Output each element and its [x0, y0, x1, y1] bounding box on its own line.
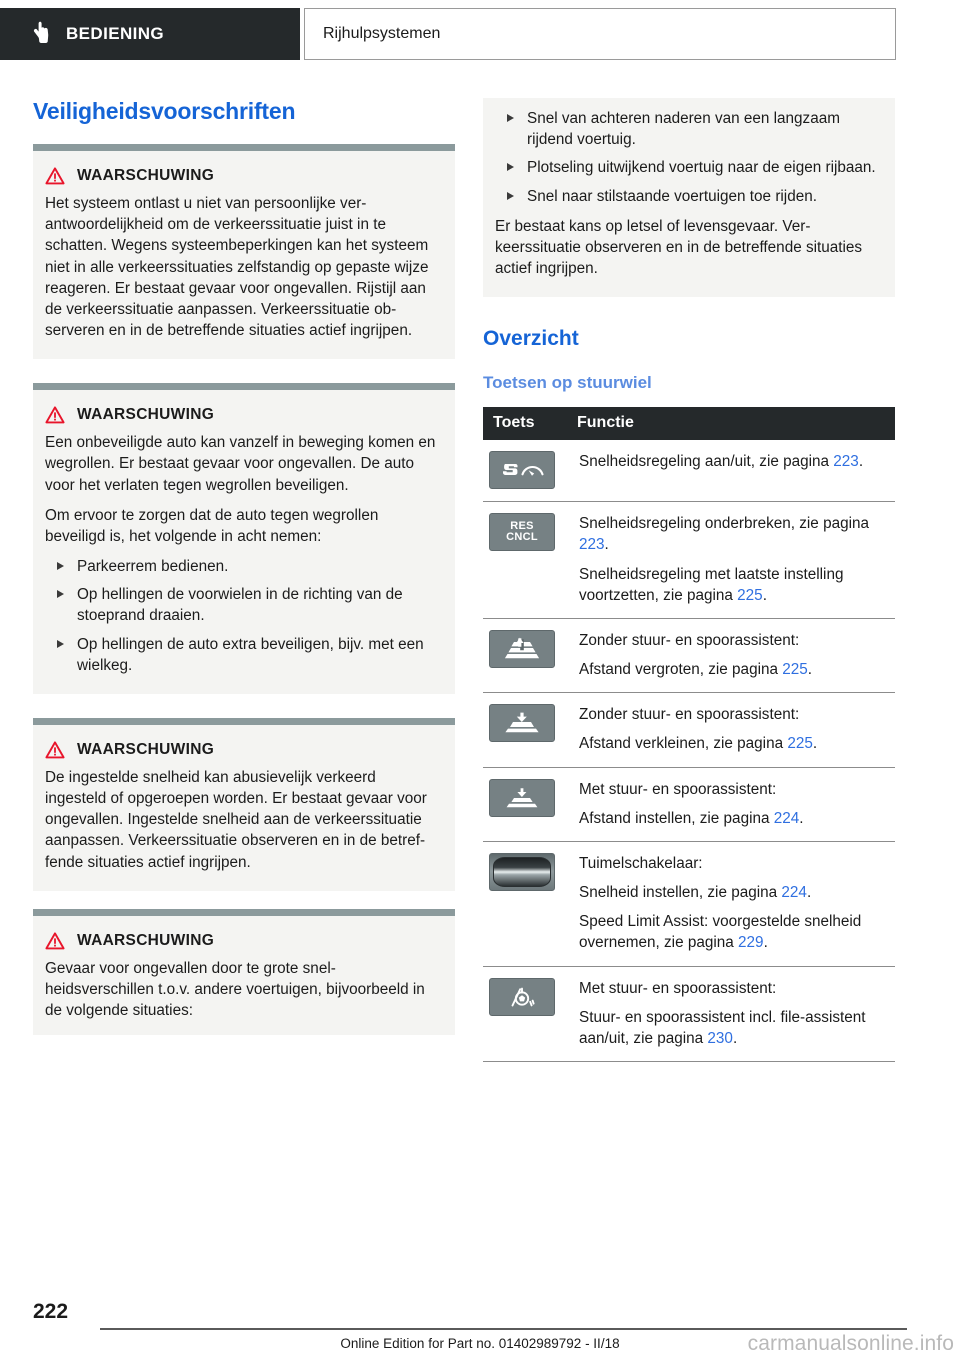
warning-paragraph: Om ervoor te zorgen dat de auto tegen wegrollen beveiligd is, het volgende in acht nemen: [45, 506, 379, 545]
page-ref[interactable]: 223 [833, 453, 859, 471]
table-row [483, 841, 895, 966]
page-ref[interactable]: 225 [787, 735, 813, 753]
table-row [483, 502, 895, 619]
page-ref[interactable]: 224 [781, 884, 807, 902]
function-text: Met stuur- en spoorassistent: [579, 979, 777, 997]
function-text: Stuur- en spoorassistent incl. file-assistent aan/uit, zie pagina 230. [579, 1008, 866, 1047]
warning-triangle-icon [45, 167, 65, 185]
cruise-control-car-icon[interactable] [489, 451, 555, 489]
warning-block-2 [33, 383, 455, 694]
list-item [495, 108, 879, 150]
table-row [483, 966, 895, 1062]
page-ref[interactable]: 230 [707, 1029, 733, 1047]
table-row [483, 693, 895, 767]
warning-paragraph: Er bestaat kans op letsel of levensgevaar. Verkeerssituatie observeren en in de betreffende situaties actief ingrijpen. [495, 217, 863, 278]
function-text: Tuimelschakelaar: [579, 854, 703, 872]
steering-lane-assistant-icon[interactable] [489, 978, 555, 1016]
table-row [483, 767, 895, 841]
function-text: Speed Limit Assist: voorgestelde snelheid overnemen, zie pagina 229. [579, 913, 862, 952]
chapter-tab [0, 8, 300, 60]
res-cncl-button-icon[interactable] [489, 513, 555, 551]
list-item-text: Op hellingen de voorwielen in de richting van de stoeprand draaien. [77, 586, 403, 625]
column-header-key: Toets [483, 407, 567, 440]
warning-label: WAARSCHUWING [77, 740, 215, 758]
function-text: Snelheidsregeling aan/uit, zie pagina 223. [579, 453, 864, 471]
page-title: Veiligheidsvoorschriften [33, 98, 296, 124]
warning-bullet-list [495, 108, 879, 207]
page-ref[interactable]: 229 [738, 934, 764, 952]
section-tab [304, 8, 896, 60]
page-ref[interactable]: 225 [782, 661, 808, 679]
chapter-label: BEDIENING [66, 24, 165, 43]
section-label: Rijhulpsystemen [323, 25, 441, 42]
triangle-bullet-icon [57, 562, 64, 570]
page-header [0, 8, 960, 60]
overview-heading: Overzicht [483, 327, 579, 351]
warning-block-4 [33, 909, 455, 1036]
page-ref[interactable]: 224 [773, 809, 800, 827]
distance-decrease-icon[interactable] [489, 704, 555, 742]
list-item-text: Snel van achteren naderen van een langzaam rijdend voertuig. [527, 110, 840, 149]
page-ref[interactable]: 225 [737, 586, 763, 604]
rocker-switch-body [493, 857, 551, 887]
footer-divider [100, 1328, 907, 1330]
edition-text: Online Edition for Part no. 01402989792 - II/18 [340, 1336, 620, 1351]
page-number: 222 [33, 1300, 69, 1323]
warning-bullet-list [45, 556, 439, 676]
function-text: Zonder stuur- en spoorassistent: [579, 706, 800, 724]
warning-paragraph: De ingestelde snelheid kan abusievelijk verkeerd ingesteld of opgeroepen worden. Er bestaat gevaar voor ongevallen. Ingestelde snelheid aan de verkeerssituatie aanpassen. Verkeerssituatie observeren en in de betreffende situaties actief ingrijpen. [45, 768, 427, 871]
function-text: Afstand vergroten, zie pagina 225. [579, 661, 813, 679]
table-header-row [483, 407, 895, 440]
warning-block-continued [483, 98, 895, 297]
warning-triangle-icon [45, 932, 65, 950]
table-row [483, 440, 895, 502]
triangle-bullet-icon [507, 192, 514, 200]
warning-label: WAARSCHUWING [77, 167, 215, 184]
warning-label: WAARSCHUWING [77, 931, 215, 949]
warning-paragraph: Het systeem ontlast u niet van persoonlijke verantwoordelijkheid om de verkeerssituatie juist in te schatten. Wegens systeembeperkingen kan het systeem niet in alle verkeerssituaties zelfstandig op gepaste wijze reageren. Er bestaat gevaar voor ongevallen. Rijstijl aan de verkeerssituatie aanpassen. Verkeerssituatie observeren en in de betreffende situaties actief ingrijpen. [45, 195, 429, 340]
steering-wheel-keys-table [483, 407, 895, 1062]
pointing-hand-icon [30, 21, 52, 47]
list-item-text: Op hellingen de auto extra beveiligen, bijv. met een wielkeg. [77, 635, 424, 674]
list-item [45, 584, 439, 626]
triangle-bullet-icon [57, 640, 64, 648]
list-item [495, 157, 879, 178]
function-text: Snelheidsregeling onderbreken, zie pagina 223. [579, 515, 869, 554]
function-text: Afstand instellen, zie pagina 224. [579, 809, 804, 827]
warning-top-bar [33, 718, 455, 725]
function-text: Met stuur- en spoorassistent: [579, 780, 777, 798]
table-row [483, 618, 895, 692]
left-column [33, 98, 455, 1035]
page-ref[interactable]: 223 [579, 536, 605, 554]
function-text: Snelheidsregeling met laatste instelling voortzetten, zie pagina 225. [579, 565, 844, 604]
list-item [495, 186, 879, 207]
warning-top-bar [33, 144, 455, 151]
table-heading: Toetsen op stuurwiel [483, 373, 652, 393]
list-item [45, 556, 439, 577]
triangle-bullet-icon [507, 163, 514, 171]
column-header-function: Functie [567, 407, 895, 440]
warning-label: WAARSCHUWING [77, 406, 215, 424]
distance-set-icon[interactable] [489, 779, 555, 817]
warning-paragraph: Gevaar voor ongevallen door te grote snelheidsverschillen t.o.v. andere voertuigen, bijvoorbeeld in de volgende situaties: [45, 959, 425, 1020]
res-label: RES [510, 519, 534, 532]
warning-block-1 [33, 144, 455, 359]
triangle-bullet-icon [507, 114, 514, 122]
warning-top-bar [33, 909, 455, 916]
right-column [483, 98, 895, 1062]
warning-triangle-icon [45, 406, 65, 424]
list-item [45, 634, 439, 676]
function-text: Zonder stuur- en spoorassistent: [579, 631, 800, 649]
distance-increase-icon[interactable] [489, 630, 555, 668]
warning-block-3 [33, 718, 455, 891]
cncl-label: CNCL [506, 531, 538, 544]
warning-top-bar [33, 383, 455, 390]
list-item-text: Snel naar stilstaande voertuigen toe rijden. [527, 187, 817, 205]
list-item-text: Parkeerrem bedienen. [77, 558, 229, 576]
triangle-bullet-icon [57, 590, 64, 598]
list-item-text: Plotseling uitwijkend voertuig naar de eigen rijbaan. [527, 159, 876, 177]
warning-paragraph: Een onbeveiligde auto kan vanzelf in beweging komen en wegrollen. Er bestaat gevaar voor ongevallen. De auto voor het verlaten tegen wegrollen beveiligen. [45, 434, 436, 494]
function-text: Afstand verkleinen, zie pagina 225. [579, 735, 818, 753]
warning-triangle-icon [45, 741, 65, 759]
watermark: carmanualsonline.info [747, 1332, 954, 1355]
function-text: Snelheid instellen, zie pagina 224. [579, 884, 812, 902]
rocker-switch-icon[interactable] [489, 853, 555, 891]
